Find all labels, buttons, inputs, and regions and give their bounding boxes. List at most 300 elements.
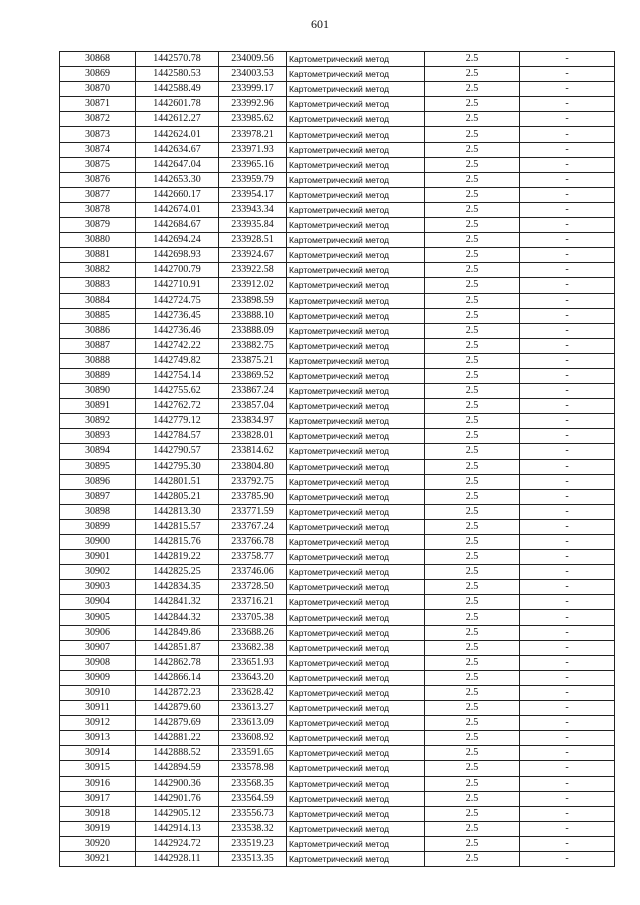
y-coordinate-cell: 233924.67 <box>219 248 287 263</box>
x-coordinate-cell: 1442879.60 <box>136 701 219 716</box>
accuracy-cell: 2.5 <box>425 504 520 519</box>
method-cell: Картометрический метод <box>287 791 425 806</box>
note-cell: - <box>520 489 615 504</box>
table-row <box>60 731 615 746</box>
y-coordinate-cell: 233716.21 <box>219 595 287 610</box>
point-number-cell: 30891 <box>60 399 136 414</box>
method-cell: Картометрический метод <box>287 565 425 580</box>
accuracy-cell: 2.5 <box>425 157 520 172</box>
point-number-cell: 30877 <box>60 187 136 202</box>
table-row <box>60 504 615 519</box>
accuracy-cell: 2.5 <box>425 519 520 534</box>
table-row <box>60 278 615 293</box>
accuracy-cell: 2.5 <box>425 308 520 323</box>
accuracy-cell: 2.5 <box>425 701 520 716</box>
method-cell: Картометрический метод <box>287 444 425 459</box>
method-cell: Картометрический метод <box>287 384 425 399</box>
point-number-cell: 30905 <box>60 610 136 625</box>
x-coordinate-cell: 1442825.25 <box>136 565 219 580</box>
x-coordinate-cell: 1442674.01 <box>136 202 219 217</box>
x-coordinate-cell: 1442813.30 <box>136 504 219 519</box>
x-coordinate-cell: 1442684.67 <box>136 218 219 233</box>
y-coordinate-cell: 233688.26 <box>219 625 287 640</box>
x-coordinate-cell: 1442580.53 <box>136 67 219 82</box>
note-cell: - <box>520 248 615 263</box>
accuracy-cell: 2.5 <box>425 202 520 217</box>
accuracy-cell: 2.5 <box>425 670 520 685</box>
point-number-cell: 30919 <box>60 821 136 836</box>
point-number-cell: 30914 <box>60 746 136 761</box>
point-number-cell: 30896 <box>60 474 136 489</box>
y-coordinate-cell: 233978.21 <box>219 127 287 142</box>
point-number-cell: 30900 <box>60 535 136 550</box>
point-number-cell: 30879 <box>60 218 136 233</box>
accuracy-cell: 2.5 <box>425 776 520 791</box>
accuracy-cell: 2.5 <box>425 127 520 142</box>
table-row <box>60 127 615 142</box>
method-cell: Картометрический метод <box>287 368 425 383</box>
accuracy-cell: 2.5 <box>425 565 520 580</box>
method-cell: Картометрический метод <box>287 263 425 278</box>
accuracy-cell: 2.5 <box>425 142 520 157</box>
method-cell: Картометрический метод <box>287 202 425 217</box>
y-coordinate-cell: 233758.77 <box>219 550 287 565</box>
page-number: 601 <box>311 17 329 31</box>
method-cell: Картометрический метод <box>287 640 425 655</box>
x-coordinate-cell: 1442634.67 <box>136 142 219 157</box>
note-cell: - <box>520 112 615 127</box>
method-cell: Картометрический метод <box>287 112 425 127</box>
y-coordinate-cell: 233591.65 <box>219 746 287 761</box>
note-cell: - <box>520 625 615 640</box>
x-coordinate-cell: 1442872.23 <box>136 685 219 700</box>
x-coordinate-cell: 1442905.12 <box>136 806 219 821</box>
accuracy-cell: 2.5 <box>425 52 520 67</box>
point-number-cell: 30913 <box>60 731 136 746</box>
y-coordinate-cell: 233992.96 <box>219 97 287 112</box>
note-cell: - <box>520 776 615 791</box>
x-coordinate-cell: 1442888.52 <box>136 746 219 761</box>
note-cell: - <box>520 157 615 172</box>
method-cell: Картометрический метод <box>287 746 425 761</box>
note-cell: - <box>520 806 615 821</box>
note-cell: - <box>520 474 615 489</box>
method-cell: Картометрический метод <box>287 655 425 670</box>
y-coordinate-cell: 233834.97 <box>219 414 287 429</box>
accuracy-cell: 2.5 <box>425 82 520 97</box>
y-coordinate-cell: 233965.16 <box>219 157 287 172</box>
table-row <box>60 550 615 565</box>
point-number-cell: 30906 <box>60 625 136 640</box>
y-coordinate-cell: 233898.59 <box>219 293 287 308</box>
table-row <box>60 52 615 67</box>
y-coordinate-cell: 233804.80 <box>219 459 287 474</box>
point-number-cell: 30888 <box>60 353 136 368</box>
table-row <box>60 489 615 504</box>
x-coordinate-cell: 1442841.32 <box>136 595 219 610</box>
x-coordinate-cell: 1442647.04 <box>136 157 219 172</box>
x-coordinate-cell: 1442901.76 <box>136 791 219 806</box>
note-cell: - <box>520 399 615 414</box>
x-coordinate-cell: 1442900.36 <box>136 776 219 791</box>
accuracy-cell: 2.5 <box>425 444 520 459</box>
point-number-cell: 30890 <box>60 384 136 399</box>
point-number-cell: 30878 <box>60 202 136 217</box>
point-number-cell: 30894 <box>60 444 136 459</box>
note-cell: - <box>520 580 615 595</box>
table-row <box>60 263 615 278</box>
method-cell: Картометрический метод <box>287 670 425 685</box>
y-coordinate-cell: 233828.01 <box>219 429 287 444</box>
point-number-cell: 30903 <box>60 580 136 595</box>
x-coordinate-cell: 1442795.30 <box>136 459 219 474</box>
x-coordinate-cell: 1442801.51 <box>136 474 219 489</box>
note-cell: - <box>520 414 615 429</box>
accuracy-cell: 2.5 <box>425 806 520 821</box>
point-number-cell: 30917 <box>60 791 136 806</box>
method-cell: Картометрический метод <box>287 701 425 716</box>
note-cell: - <box>520 761 615 776</box>
point-number-cell: 30881 <box>60 248 136 263</box>
y-coordinate-cell: 233519.23 <box>219 836 287 851</box>
method-cell: Картометрический метод <box>287 82 425 97</box>
table-row <box>60 323 615 338</box>
table-row <box>60 233 615 248</box>
table-row <box>60 836 615 851</box>
note-cell: - <box>520 685 615 700</box>
x-coordinate-cell: 1442784.57 <box>136 429 219 444</box>
y-coordinate-cell: 233888.09 <box>219 323 287 338</box>
accuracy-cell: 2.5 <box>425 368 520 383</box>
table-row <box>60 157 615 172</box>
x-coordinate-cell: 1442612.27 <box>136 112 219 127</box>
y-coordinate-cell: 233568.35 <box>219 776 287 791</box>
x-coordinate-cell: 1442624.01 <box>136 127 219 142</box>
method-cell: Картометрический метод <box>287 52 425 67</box>
accuracy-cell: 2.5 <box>425 761 520 776</box>
table-row <box>60 202 615 217</box>
x-coordinate-cell: 1442742.22 <box>136 338 219 353</box>
table-row <box>60 444 615 459</box>
y-coordinate-cell: 233651.93 <box>219 655 287 670</box>
y-coordinate-cell: 234003.53 <box>219 67 287 82</box>
accuracy-cell: 2.5 <box>425 293 520 308</box>
x-coordinate-cell: 1442881.22 <box>136 731 219 746</box>
point-number-cell: 30876 <box>60 172 136 187</box>
method-cell: Картометрический метод <box>287 489 425 504</box>
note-cell: - <box>520 519 615 534</box>
note-cell: - <box>520 535 615 550</box>
method-cell: Картометрический метод <box>287 399 425 414</box>
note-cell: - <box>520 127 615 142</box>
x-coordinate-cell: 1442834.35 <box>136 580 219 595</box>
note-cell: - <box>520 791 615 806</box>
table-row <box>60 293 615 308</box>
method-cell: Картометрический метод <box>287 278 425 293</box>
table-row <box>60 187 615 202</box>
y-coordinate-cell: 233628.42 <box>219 685 287 700</box>
x-coordinate-cell: 1442862.78 <box>136 655 219 670</box>
x-coordinate-cell: 1442914.13 <box>136 821 219 836</box>
point-number-cell: 30904 <box>60 595 136 610</box>
accuracy-cell: 2.5 <box>425 323 520 338</box>
table-row <box>60 414 615 429</box>
method-cell: Картометрический метод <box>287 172 425 187</box>
coordinates-table <box>59 51 615 867</box>
table-row <box>60 338 615 353</box>
y-coordinate-cell: 233867.24 <box>219 384 287 399</box>
x-coordinate-cell: 1442815.76 <box>136 535 219 550</box>
point-number-cell: 30901 <box>60 550 136 565</box>
note-cell: - <box>520 323 615 338</box>
point-number-cell: 30880 <box>60 233 136 248</box>
accuracy-cell: 2.5 <box>425 414 520 429</box>
method-cell: Картометрический метод <box>287 429 425 444</box>
accuracy-cell: 2.5 <box>425 67 520 82</box>
y-coordinate-cell: 233875.21 <box>219 353 287 368</box>
accuracy-cell: 2.5 <box>425 187 520 202</box>
table-row <box>60 685 615 700</box>
table-row <box>60 610 615 625</box>
y-coordinate-cell: 233985.62 <box>219 112 287 127</box>
table-row <box>60 353 615 368</box>
note-cell: - <box>520 821 615 836</box>
note-cell: - <box>520 278 615 293</box>
accuracy-cell: 2.5 <box>425 580 520 595</box>
method-cell: Картометрический метод <box>287 308 425 323</box>
x-coordinate-cell: 1442851.87 <box>136 640 219 655</box>
y-coordinate-cell: 233771.59 <box>219 504 287 519</box>
point-number-cell: 30907 <box>60 640 136 655</box>
table-row <box>60 519 615 534</box>
y-coordinate-cell: 233513.35 <box>219 851 287 866</box>
method-cell: Картометрический метод <box>287 474 425 489</box>
y-coordinate-cell: 233792.75 <box>219 474 287 489</box>
table-row <box>60 776 615 791</box>
y-coordinate-cell: 233538.32 <box>219 821 287 836</box>
accuracy-cell: 2.5 <box>425 429 520 444</box>
table-row <box>60 701 615 716</box>
x-coordinate-cell: 1442601.78 <box>136 97 219 112</box>
accuracy-cell: 2.5 <box>425 263 520 278</box>
method-cell: Картометрический метод <box>287 550 425 565</box>
table-row <box>60 595 615 610</box>
table-row <box>60 716 615 731</box>
point-number-cell: 30908 <box>60 655 136 670</box>
point-number-cell: 30899 <box>60 519 136 534</box>
y-coordinate-cell: 233608.92 <box>219 731 287 746</box>
accuracy-cell: 2.5 <box>425 836 520 851</box>
point-number-cell: 30887 <box>60 338 136 353</box>
table-row <box>60 459 615 474</box>
accuracy-cell: 2.5 <box>425 474 520 489</box>
x-coordinate-cell: 1442660.17 <box>136 187 219 202</box>
point-number-cell: 30886 <box>60 323 136 338</box>
method-cell: Картометрический метод <box>287 610 425 625</box>
accuracy-cell: 2.5 <box>425 625 520 640</box>
table-row <box>60 67 615 82</box>
table-row <box>60 625 615 640</box>
table-row <box>60 218 615 233</box>
x-coordinate-cell: 1442815.57 <box>136 519 219 534</box>
point-number-cell: 30921 <box>60 851 136 866</box>
method-cell: Картометрический метод <box>287 353 425 368</box>
method-cell: Картометрический метод <box>287 776 425 791</box>
note-cell: - <box>520 67 615 82</box>
y-coordinate-cell: 233814.62 <box>219 444 287 459</box>
method-cell: Картометрический метод <box>287 836 425 851</box>
y-coordinate-cell: 233728.50 <box>219 580 287 595</box>
method-cell: Картометрический метод <box>287 761 425 776</box>
method-cell: Картометрический метод <box>287 459 425 474</box>
point-number-cell: 30898 <box>60 504 136 519</box>
x-coordinate-cell: 1442698.93 <box>136 248 219 263</box>
method-cell: Картометрический метод <box>287 595 425 610</box>
method-cell: Картометрический метод <box>287 504 425 519</box>
y-coordinate-cell: 233682.38 <box>219 640 287 655</box>
x-coordinate-cell: 1442819.22 <box>136 550 219 565</box>
note-cell: - <box>520 701 615 716</box>
accuracy-cell: 2.5 <box>425 97 520 112</box>
table-row <box>60 761 615 776</box>
x-coordinate-cell: 1442879.69 <box>136 716 219 731</box>
accuracy-cell: 2.5 <box>425 172 520 187</box>
point-number-cell: 30870 <box>60 82 136 97</box>
point-number-cell: 30897 <box>60 489 136 504</box>
table-row <box>60 384 615 399</box>
x-coordinate-cell: 1442749.82 <box>136 353 219 368</box>
x-coordinate-cell: 1442928.11 <box>136 851 219 866</box>
note-cell: - <box>520 746 615 761</box>
x-coordinate-cell: 1442710.91 <box>136 278 219 293</box>
y-coordinate-cell: 233705.38 <box>219 610 287 625</box>
y-coordinate-cell: 233613.09 <box>219 716 287 731</box>
table-row <box>60 655 615 670</box>
note-cell: - <box>520 429 615 444</box>
accuracy-cell: 2.5 <box>425 353 520 368</box>
accuracy-cell: 2.5 <box>425 233 520 248</box>
method-cell: Картометрический метод <box>287 338 425 353</box>
table-row <box>60 399 615 414</box>
table-row <box>60 368 615 383</box>
x-coordinate-cell: 1442570.78 <box>136 52 219 67</box>
x-coordinate-cell: 1442866.14 <box>136 670 219 685</box>
point-number-cell: 30874 <box>60 142 136 157</box>
table-row <box>60 746 615 761</box>
x-coordinate-cell: 1442762.72 <box>136 399 219 414</box>
point-number-cell: 30882 <box>60 263 136 278</box>
point-number-cell: 30873 <box>60 127 136 142</box>
method-cell: Картометрический метод <box>287 233 425 248</box>
point-number-cell: 30915 <box>60 761 136 776</box>
point-number-cell: 30920 <box>60 836 136 851</box>
table-row <box>60 580 615 595</box>
point-number-cell: 30885 <box>60 308 136 323</box>
note-cell: - <box>520 670 615 685</box>
method-cell: Картометрический метод <box>287 414 425 429</box>
point-number-cell: 30871 <box>60 97 136 112</box>
x-coordinate-cell: 1442779.12 <box>136 414 219 429</box>
y-coordinate-cell: 233954.17 <box>219 187 287 202</box>
x-coordinate-cell: 1442924.72 <box>136 836 219 851</box>
y-coordinate-cell: 233869.52 <box>219 368 287 383</box>
y-coordinate-cell: 233971.93 <box>219 142 287 157</box>
accuracy-cell: 2.5 <box>425 746 520 761</box>
table-row <box>60 791 615 806</box>
accuracy-cell: 2.5 <box>425 716 520 731</box>
note-cell: - <box>520 504 615 519</box>
x-coordinate-cell: 1442736.46 <box>136 323 219 338</box>
table-row <box>60 248 615 263</box>
y-coordinate-cell: 233643.20 <box>219 670 287 685</box>
note-cell: - <box>520 142 615 157</box>
accuracy-cell: 2.5 <box>425 550 520 565</box>
note-cell: - <box>520 187 615 202</box>
method-cell: Картометрический метод <box>287 218 425 233</box>
accuracy-cell: 2.5 <box>425 535 520 550</box>
note-cell: - <box>520 655 615 670</box>
point-number-cell: 30918 <box>60 806 136 821</box>
note-cell: - <box>520 716 615 731</box>
y-coordinate-cell: 233888.10 <box>219 308 287 323</box>
table-row <box>60 172 615 187</box>
note-cell: - <box>520 97 615 112</box>
accuracy-cell: 2.5 <box>425 489 520 504</box>
y-coordinate-cell: 233922.58 <box>219 263 287 278</box>
note-cell: - <box>520 565 615 580</box>
note-cell: - <box>520 52 615 67</box>
note-cell: - <box>520 836 615 851</box>
x-coordinate-cell: 1442736.45 <box>136 308 219 323</box>
x-coordinate-cell: 1442653.30 <box>136 172 219 187</box>
method-cell: Картометрический метод <box>287 293 425 308</box>
point-number-cell: 30895 <box>60 459 136 474</box>
point-number-cell: 30883 <box>60 278 136 293</box>
coordinates-table-body <box>60 52 615 867</box>
y-coordinate-cell: 233578.98 <box>219 761 287 776</box>
method-cell: Картометрический метод <box>287 821 425 836</box>
x-coordinate-cell: 1442724.75 <box>136 293 219 308</box>
accuracy-cell: 2.5 <box>425 791 520 806</box>
x-coordinate-cell: 1442849.86 <box>136 625 219 640</box>
y-coordinate-cell: 233912.02 <box>219 278 287 293</box>
y-coordinate-cell: 233928.51 <box>219 233 287 248</box>
method-cell: Картометрический метод <box>287 248 425 263</box>
point-number-cell: 30869 <box>60 67 136 82</box>
note-cell: - <box>520 263 615 278</box>
y-coordinate-cell: 233556.73 <box>219 806 287 821</box>
accuracy-cell: 2.5 <box>425 610 520 625</box>
note-cell: - <box>520 82 615 97</box>
y-coordinate-cell: 233935.84 <box>219 218 287 233</box>
accuracy-cell: 2.5 <box>425 851 520 866</box>
accuracy-cell: 2.5 <box>425 338 520 353</box>
table-row <box>60 97 615 112</box>
note-cell: - <box>520 640 615 655</box>
y-coordinate-cell: 233564.59 <box>219 791 287 806</box>
note-cell: - <box>520 731 615 746</box>
point-number-cell: 30892 <box>60 414 136 429</box>
accuracy-cell: 2.5 <box>425 595 520 610</box>
method-cell: Картометрический метод <box>287 851 425 866</box>
point-number-cell: 30875 <box>60 157 136 172</box>
accuracy-cell: 2.5 <box>425 821 520 836</box>
method-cell: Картометрический метод <box>287 187 425 202</box>
y-coordinate-cell: 233613.27 <box>219 701 287 716</box>
point-number-cell: 30916 <box>60 776 136 791</box>
x-coordinate-cell: 1442755.62 <box>136 384 219 399</box>
accuracy-cell: 2.5 <box>425 248 520 263</box>
